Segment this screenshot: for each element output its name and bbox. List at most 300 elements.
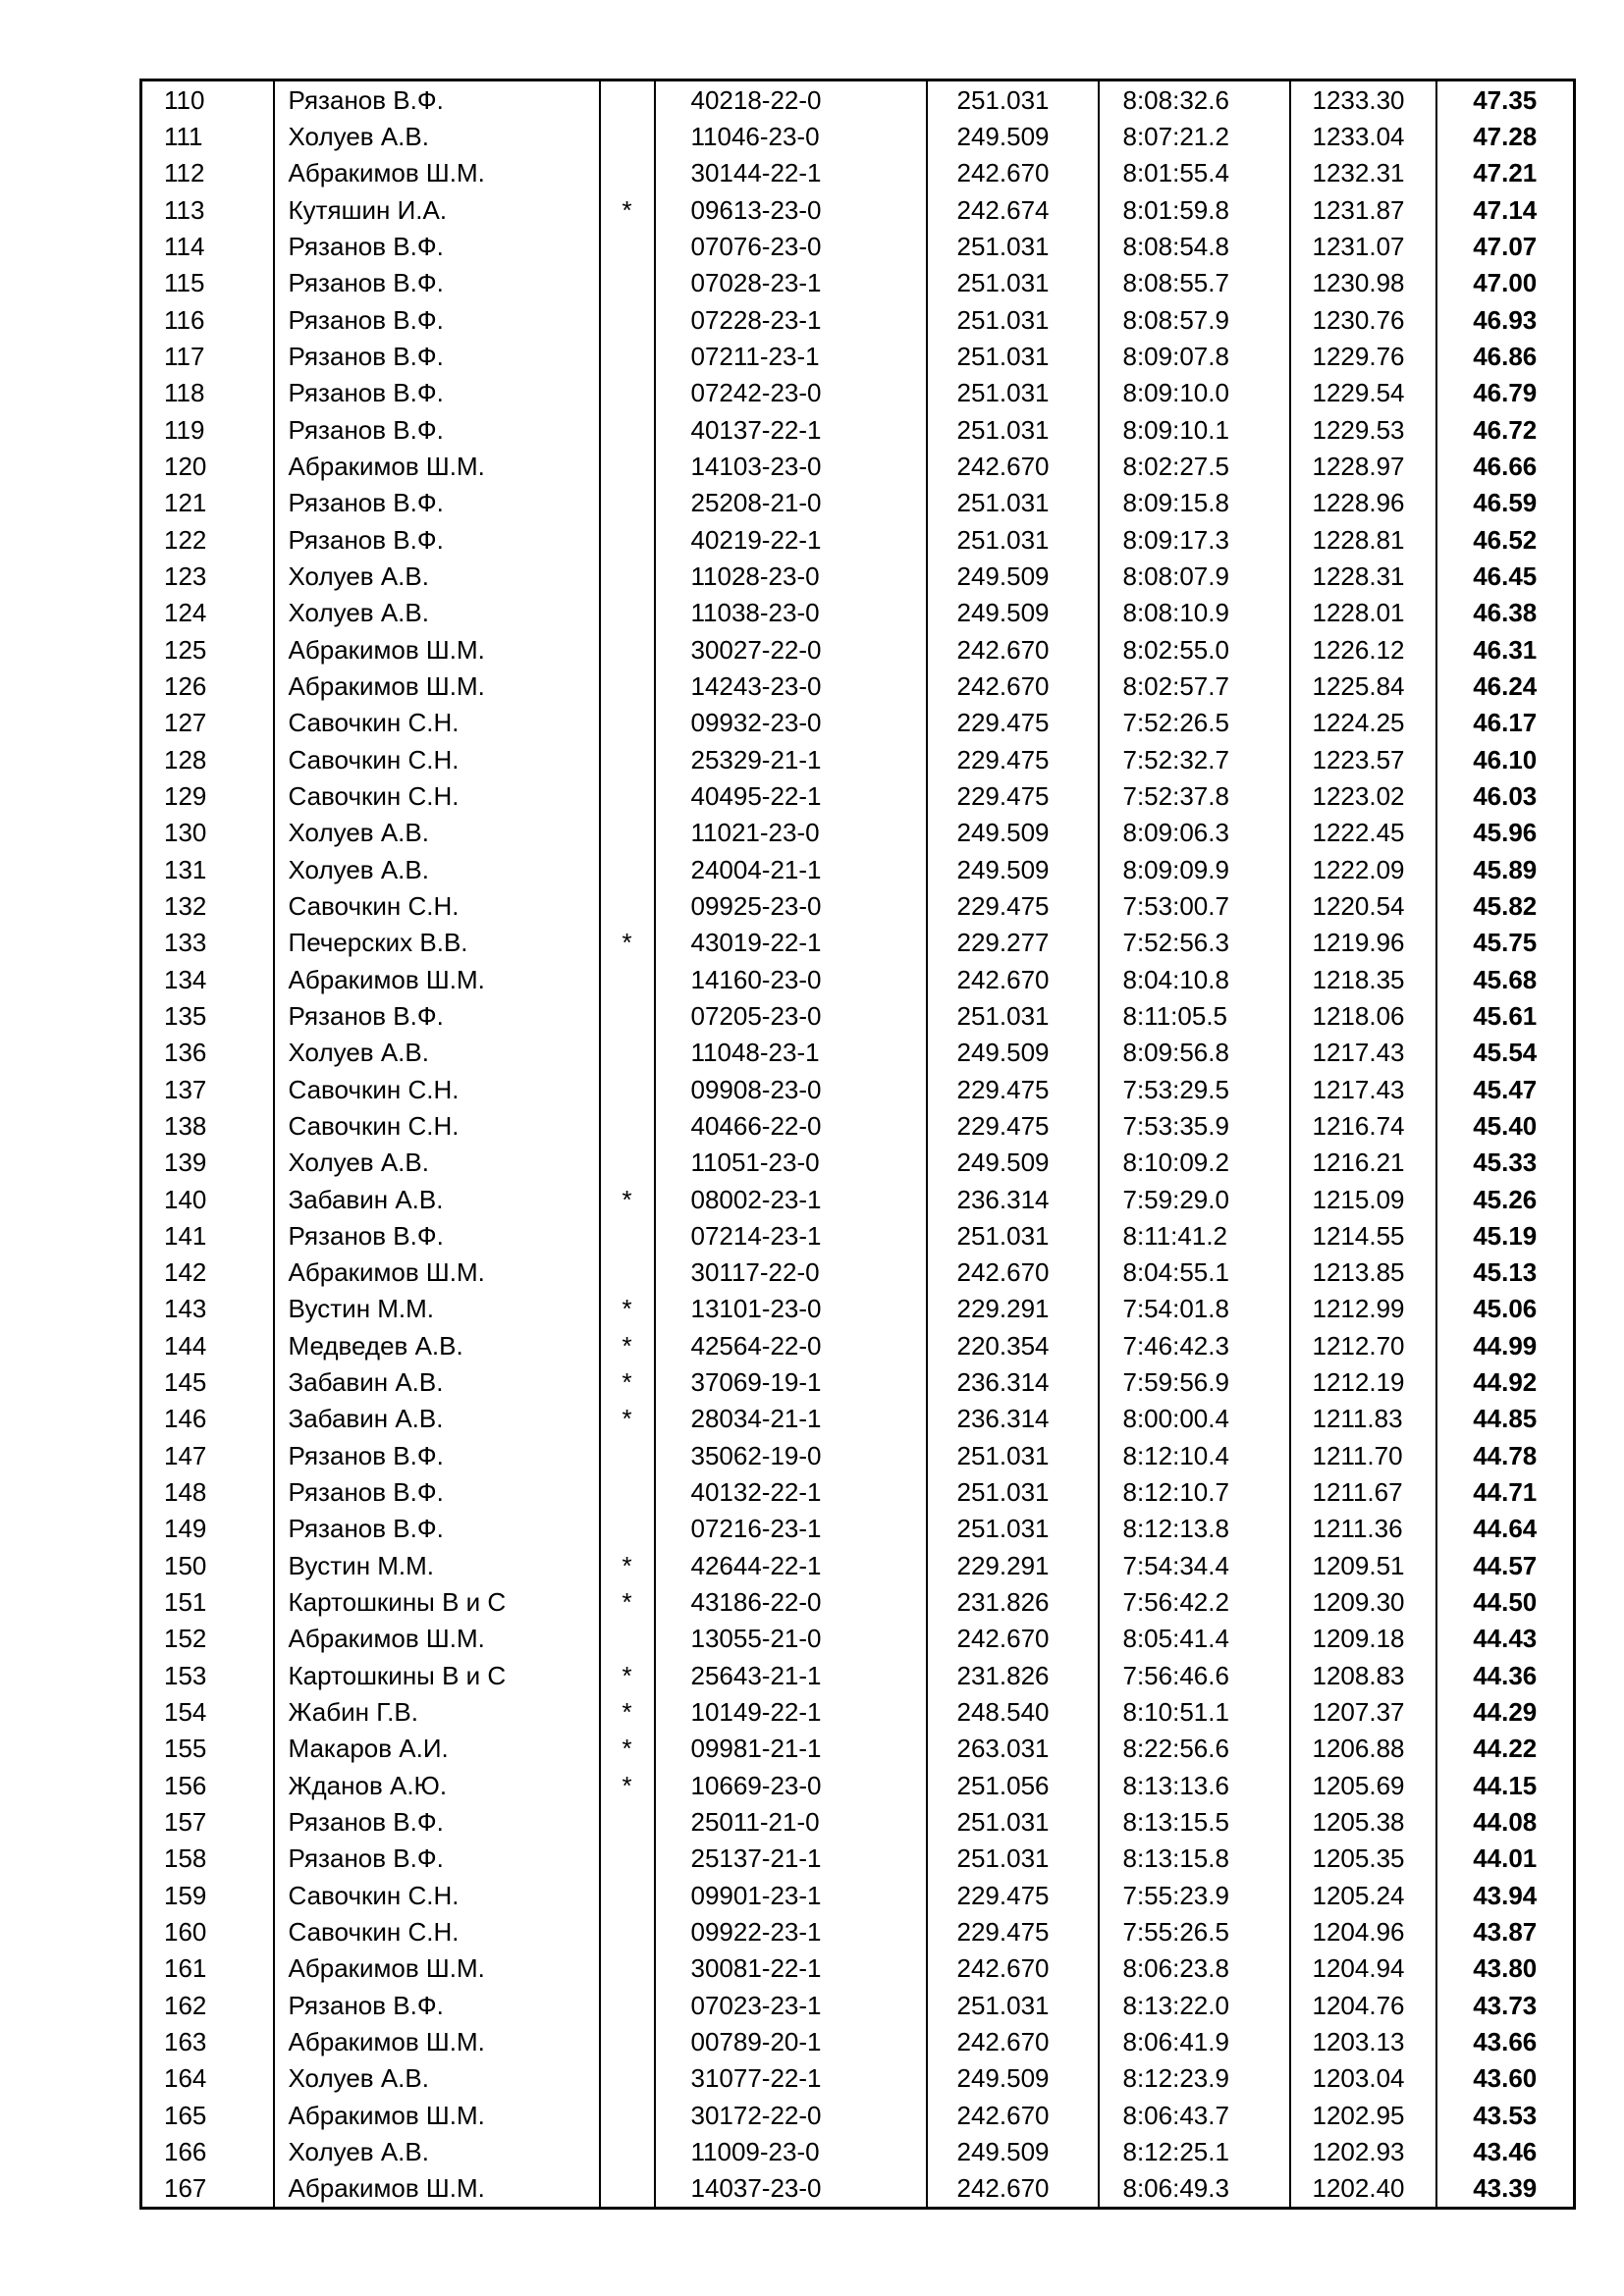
table-row xyxy=(141,961,1575,997)
place-cell: 121 xyxy=(141,485,274,521)
ring-number-cell: 14160-23-0 xyxy=(655,961,927,997)
place-cell: 141 xyxy=(141,1217,274,1254)
ring-number-cell: 31077-22-1 xyxy=(655,2060,927,2097)
distance-cell: 242.670 xyxy=(927,1255,1099,1291)
coefficient-cell: 44.22 xyxy=(1436,1731,1575,1767)
coefficient-cell: 46.79 xyxy=(1436,375,1575,411)
speed-cell: 1213.85 xyxy=(1290,1255,1436,1291)
flight-time-cell: 7:56:46.6 xyxy=(1099,1657,1290,1693)
mark-cell: * xyxy=(600,1657,655,1693)
flight-time-cell: 8:00:00.4 xyxy=(1099,1401,1290,1437)
distance-cell: 242.674 xyxy=(927,191,1099,228)
owner-cell: Абракимов Ш.М. xyxy=(274,2023,600,2059)
flight-time-cell: 8:08:07.9 xyxy=(1099,558,1290,594)
coefficient-cell: 46.59 xyxy=(1436,485,1575,521)
flight-time-cell: 7:54:01.8 xyxy=(1099,1291,1290,1327)
speed-cell: 1204.94 xyxy=(1290,1950,1436,1987)
distance-cell: 251.031 xyxy=(927,80,1099,119)
coefficient-cell: 45.89 xyxy=(1436,851,1575,887)
results-table xyxy=(139,79,1576,2210)
speed-cell: 1216.74 xyxy=(1290,1107,1436,1144)
place-cell: 113 xyxy=(141,191,274,228)
flight-time-cell: 8:06:49.3 xyxy=(1099,2170,1290,2209)
flight-time-cell: 8:08:10.9 xyxy=(1099,595,1290,631)
coefficient-cell: 45.75 xyxy=(1436,925,1575,961)
ring-number-cell: 07214-23-1 xyxy=(655,1217,927,1254)
ring-number-cell: 11028-23-0 xyxy=(655,558,927,594)
flight-time-cell: 8:04:55.1 xyxy=(1099,1255,1290,1291)
distance-cell: 249.509 xyxy=(927,595,1099,631)
owner-cell: Жданов А.Ю. xyxy=(274,1767,600,1803)
coefficient-cell: 45.13 xyxy=(1436,1255,1575,1291)
ring-number-cell: 30027-22-0 xyxy=(655,631,927,667)
ring-number-cell: 43019-22-1 xyxy=(655,925,927,961)
mark-cell xyxy=(600,2097,655,2133)
owner-cell: Рязанов В.Ф. xyxy=(274,375,600,411)
distance-cell: 229.277 xyxy=(927,925,1099,961)
coefficient-cell: 47.00 xyxy=(1436,265,1575,301)
table-row xyxy=(141,1217,1575,1254)
ring-number-cell: 40219-22-1 xyxy=(655,521,927,558)
owner-cell: Рязанов В.Ф. xyxy=(274,1511,600,1547)
coefficient-cell: 45.68 xyxy=(1436,961,1575,997)
table-row xyxy=(141,1547,1575,1583)
table-row xyxy=(141,1327,1575,1363)
distance-cell: 229.475 xyxy=(927,1107,1099,1144)
speed-cell: 1205.69 xyxy=(1290,1767,1436,1803)
ring-number-cell: 07242-23-0 xyxy=(655,375,927,411)
ring-number-cell: 14103-23-0 xyxy=(655,448,927,484)
owner-cell: Абракимов Ш.М. xyxy=(274,2170,600,2209)
flight-time-cell: 8:05:41.4 xyxy=(1099,1621,1290,1657)
owner-cell: Абракимов Ш.М. xyxy=(274,1621,600,1657)
coefficient-cell: 43.94 xyxy=(1436,1877,1575,1913)
table-row xyxy=(141,1181,1575,1217)
flight-time-cell: 7:52:26.5 xyxy=(1099,705,1290,741)
coefficient-cell: 46.10 xyxy=(1436,741,1575,777)
mark-cell xyxy=(600,1145,655,1181)
ring-number-cell: 13055-21-0 xyxy=(655,1621,927,1657)
table-row xyxy=(141,1145,1575,1181)
mark-cell: * xyxy=(600,191,655,228)
speed-cell: 1212.70 xyxy=(1290,1327,1436,1363)
mark-cell xyxy=(600,375,655,411)
table-row xyxy=(141,1071,1575,1107)
speed-cell: 1223.57 xyxy=(1290,741,1436,777)
coefficient-cell: 43.73 xyxy=(1436,1987,1575,2023)
owner-cell: Абракимов Ш.М. xyxy=(274,448,600,484)
table-row xyxy=(141,1877,1575,1913)
owner-cell: Рязанов В.Ф. xyxy=(274,301,600,338)
coefficient-cell: 43.80 xyxy=(1436,1950,1575,1987)
place-cell: 152 xyxy=(141,1621,274,1657)
flight-time-cell: 8:08:57.9 xyxy=(1099,301,1290,338)
place-cell: 161 xyxy=(141,1950,274,1987)
mark-cell xyxy=(600,595,655,631)
flight-time-cell: 8:09:10.0 xyxy=(1099,375,1290,411)
table-row xyxy=(141,1291,1575,1327)
owner-cell: Холуев А.В. xyxy=(274,1035,600,1071)
distance-cell: 251.031 xyxy=(927,265,1099,301)
speed-cell: 1214.55 xyxy=(1290,1217,1436,1254)
mark-cell xyxy=(600,1511,655,1547)
ring-number-cell: 11051-23-0 xyxy=(655,1145,927,1181)
ring-number-cell: 43186-22-0 xyxy=(655,1583,927,1620)
coefficient-cell: 44.78 xyxy=(1436,1437,1575,1473)
table-row xyxy=(141,705,1575,741)
speed-cell: 1231.87 xyxy=(1290,191,1436,228)
distance-cell: 251.031 xyxy=(927,1987,1099,2023)
mark-cell xyxy=(600,667,655,704)
table-row xyxy=(141,1987,1575,2023)
coefficient-cell: 43.53 xyxy=(1436,2097,1575,2133)
mark-cell xyxy=(600,1803,655,1840)
place-cell: 131 xyxy=(141,851,274,887)
speed-cell: 1228.96 xyxy=(1290,485,1436,521)
coefficient-cell: 46.52 xyxy=(1436,521,1575,558)
mark-cell xyxy=(600,997,655,1034)
speed-cell: 1202.40 xyxy=(1290,2170,1436,2209)
mark-cell: * xyxy=(600,1363,655,1400)
speed-cell: 1219.96 xyxy=(1290,925,1436,961)
distance-cell: 229.475 xyxy=(927,887,1099,924)
speed-cell: 1233.30 xyxy=(1290,80,1436,119)
owner-cell: Савочкин С.Н. xyxy=(274,1913,600,1949)
owner-cell: Рязанов В.Ф. xyxy=(274,1437,600,1473)
owner-cell: Рязанов В.Ф. xyxy=(274,338,600,374)
ring-number-cell: 07216-23-1 xyxy=(655,1511,927,1547)
flight-time-cell: 7:53:35.9 xyxy=(1099,1107,1290,1144)
flight-time-cell: 7:59:29.0 xyxy=(1099,1181,1290,1217)
flight-time-cell: 7:54:34.4 xyxy=(1099,1547,1290,1583)
flight-time-cell: 8:02:27.5 xyxy=(1099,448,1290,484)
ring-number-cell: 07023-23-1 xyxy=(655,1987,927,2023)
mark-cell xyxy=(600,1217,655,1254)
table-row xyxy=(141,667,1575,704)
coefficient-cell: 47.14 xyxy=(1436,191,1575,228)
ring-number-cell: 42644-22-1 xyxy=(655,1547,927,1583)
table-row xyxy=(141,448,1575,484)
place-cell: 117 xyxy=(141,338,274,374)
place-cell: 162 xyxy=(141,1987,274,2023)
results-table-body xyxy=(141,80,1575,2209)
table-row xyxy=(141,2170,1575,2209)
owner-cell: Абракимов Ш.М. xyxy=(274,631,600,667)
mark-cell xyxy=(600,265,655,301)
owner-cell: Рязанов В.Ф. xyxy=(274,228,600,264)
table-row xyxy=(141,1767,1575,1803)
owner-cell: Савочкин С.Н. xyxy=(274,777,600,814)
distance-cell: 251.031 xyxy=(927,1803,1099,1840)
owner-cell: Холуев А.В. xyxy=(274,2133,600,2169)
mark-cell xyxy=(600,1621,655,1657)
coefficient-cell: 44.15 xyxy=(1436,1767,1575,1803)
owner-cell: Абракимов Ш.М. xyxy=(274,1255,600,1291)
ring-number-cell: 40137-22-1 xyxy=(655,411,927,448)
mark-cell xyxy=(600,1877,655,1913)
speed-cell: 1204.76 xyxy=(1290,1987,1436,2023)
place-cell: 140 xyxy=(141,1181,274,1217)
mark-cell xyxy=(600,1913,655,1949)
place-cell: 163 xyxy=(141,2023,274,2059)
distance-cell: 251.056 xyxy=(927,1767,1099,1803)
distance-cell: 251.031 xyxy=(927,301,1099,338)
mark-cell xyxy=(600,1437,655,1473)
place-cell: 115 xyxy=(141,265,274,301)
owner-cell: Рязанов В.Ф. xyxy=(274,997,600,1034)
owner-cell: Вустин М.М. xyxy=(274,1547,600,1583)
table-row xyxy=(141,118,1575,154)
owner-cell: Холуев А.В. xyxy=(274,118,600,154)
speed-cell: 1205.38 xyxy=(1290,1803,1436,1840)
flight-time-cell: 8:12:10.7 xyxy=(1099,1473,1290,1510)
flight-time-cell: 8:09:17.3 xyxy=(1099,521,1290,558)
distance-cell: 242.670 xyxy=(927,2170,1099,2209)
mark-cell xyxy=(600,80,655,119)
distance-cell: 242.670 xyxy=(927,2097,1099,2133)
owner-cell: Савочкин С.Н. xyxy=(274,741,600,777)
mark-cell xyxy=(600,1255,655,1291)
coefficient-cell: 45.19 xyxy=(1436,1217,1575,1254)
speed-cell: 1218.35 xyxy=(1290,961,1436,997)
table-row xyxy=(141,155,1575,191)
place-cell: 125 xyxy=(141,631,274,667)
place-cell: 146 xyxy=(141,1401,274,1437)
ring-number-cell: 09922-23-1 xyxy=(655,1913,927,1949)
mark-cell xyxy=(600,2060,655,2097)
mark-cell xyxy=(600,1841,655,1877)
speed-cell: 1202.93 xyxy=(1290,2133,1436,2169)
owner-cell: Холуев А.В. xyxy=(274,2060,600,2097)
ring-number-cell: 14037-23-0 xyxy=(655,2170,927,2209)
place-cell: 157 xyxy=(141,1803,274,1840)
ring-number-cell: 00789-20-1 xyxy=(655,2023,927,2059)
table-row xyxy=(141,815,1575,851)
table-row xyxy=(141,191,1575,228)
distance-cell: 251.031 xyxy=(927,1437,1099,1473)
ring-number-cell: 09932-23-0 xyxy=(655,705,927,741)
place-cell: 147 xyxy=(141,1437,274,1473)
owner-cell: Савочкин С.Н. xyxy=(274,887,600,924)
owner-cell: Забавин А.В. xyxy=(274,1181,600,1217)
table-row xyxy=(141,1803,1575,1840)
mark-cell: * xyxy=(600,1181,655,1217)
place-cell: 139 xyxy=(141,1145,274,1181)
coefficient-cell: 44.57 xyxy=(1436,1547,1575,1583)
speed-cell: 1228.81 xyxy=(1290,521,1436,558)
place-cell: 150 xyxy=(141,1547,274,1583)
speed-cell: 1231.07 xyxy=(1290,228,1436,264)
coefficient-cell: 44.01 xyxy=(1436,1841,1575,1877)
ring-number-cell: 35062-19-0 xyxy=(655,1437,927,1473)
coefficient-cell: 43.60 xyxy=(1436,2060,1575,2097)
ring-number-cell: 09613-23-0 xyxy=(655,191,927,228)
table-row xyxy=(141,2097,1575,2133)
flight-time-cell: 8:09:07.8 xyxy=(1099,338,1290,374)
coefficient-cell: 47.28 xyxy=(1436,118,1575,154)
ring-number-cell: 40466-22-0 xyxy=(655,1107,927,1144)
distance-cell: 231.826 xyxy=(927,1583,1099,1620)
flight-time-cell: 7:52:56.3 xyxy=(1099,925,1290,961)
speed-cell: 1217.43 xyxy=(1290,1071,1436,1107)
speed-cell: 1204.96 xyxy=(1290,1913,1436,1949)
flight-time-cell: 8:09:09.9 xyxy=(1099,851,1290,887)
coefficient-cell: 44.85 xyxy=(1436,1401,1575,1437)
place-cell: 124 xyxy=(141,595,274,631)
owner-cell: Картошкины В и С xyxy=(274,1583,600,1620)
speed-cell: 1228.31 xyxy=(1290,558,1436,594)
table-row xyxy=(141,925,1575,961)
mark-cell xyxy=(600,1071,655,1107)
distance-cell: 251.031 xyxy=(927,375,1099,411)
table-row xyxy=(141,1035,1575,1071)
place-cell: 148 xyxy=(141,1473,274,1510)
coefficient-cell: 47.21 xyxy=(1436,155,1575,191)
flight-time-cell: 8:13:13.6 xyxy=(1099,1767,1290,1803)
flight-time-cell: 8:01:59.8 xyxy=(1099,191,1290,228)
place-cell: 133 xyxy=(141,925,274,961)
speed-cell: 1216.21 xyxy=(1290,1145,1436,1181)
place-cell: 119 xyxy=(141,411,274,448)
owner-cell: Савочкин С.Н. xyxy=(274,705,600,741)
flight-time-cell: 8:09:06.3 xyxy=(1099,815,1290,851)
ring-number-cell: 25208-21-0 xyxy=(655,485,927,521)
distance-cell: 231.826 xyxy=(927,1657,1099,1693)
mark-cell: * xyxy=(600,1401,655,1437)
distance-cell: 229.475 xyxy=(927,741,1099,777)
place-cell: 137 xyxy=(141,1071,274,1107)
speed-cell: 1207.37 xyxy=(1290,1693,1436,1730)
table-row xyxy=(141,80,1575,119)
table-row xyxy=(141,777,1575,814)
coefficient-cell: 44.92 xyxy=(1436,1363,1575,1400)
table-row xyxy=(141,301,1575,338)
place-cell: 164 xyxy=(141,2060,274,2097)
mark-cell xyxy=(600,155,655,191)
owner-cell: Рязанов В.Ф. xyxy=(274,265,600,301)
coefficient-cell: 45.96 xyxy=(1436,815,1575,851)
speed-cell: 1209.51 xyxy=(1290,1547,1436,1583)
speed-cell: 1226.12 xyxy=(1290,631,1436,667)
distance-cell: 249.509 xyxy=(927,1035,1099,1071)
mark-cell xyxy=(600,961,655,997)
owner-cell: Печерских В.В. xyxy=(274,925,600,961)
place-cell: 118 xyxy=(141,375,274,411)
distance-cell: 229.475 xyxy=(927,1913,1099,1949)
place-cell: 134 xyxy=(141,961,274,997)
speed-cell: 1228.01 xyxy=(1290,595,1436,631)
flight-time-cell: 7:46:42.3 xyxy=(1099,1327,1290,1363)
place-cell: 130 xyxy=(141,815,274,851)
coefficient-cell: 47.07 xyxy=(1436,228,1575,264)
mark-cell: * xyxy=(600,1583,655,1620)
place-cell: 123 xyxy=(141,558,274,594)
flight-time-cell: 8:11:05.5 xyxy=(1099,997,1290,1034)
flight-time-cell: 8:10:51.1 xyxy=(1099,1693,1290,1730)
speed-cell: 1229.54 xyxy=(1290,375,1436,411)
coefficient-cell: 46.66 xyxy=(1436,448,1575,484)
table-row xyxy=(141,1511,1575,1547)
ring-number-cell: 30144-22-1 xyxy=(655,155,927,191)
table-row xyxy=(141,1621,1575,1657)
distance-cell: 251.031 xyxy=(927,1473,1099,1510)
place-cell: 167 xyxy=(141,2170,274,2209)
place-cell: 132 xyxy=(141,887,274,924)
coefficient-cell: 43.66 xyxy=(1436,2023,1575,2059)
speed-cell: 1228.97 xyxy=(1290,448,1436,484)
flight-time-cell: 8:11:41.2 xyxy=(1099,1217,1290,1254)
flight-time-cell: 7:53:29.5 xyxy=(1099,1071,1290,1107)
distance-cell: 242.670 xyxy=(927,961,1099,997)
place-cell: 143 xyxy=(141,1291,274,1327)
table-row xyxy=(141,411,1575,448)
owner-cell: Жабин Г.В. xyxy=(274,1693,600,1730)
owner-cell: Рязанов В.Ф. xyxy=(274,1803,600,1840)
distance-cell: 251.031 xyxy=(927,1511,1099,1547)
flight-time-cell: 8:04:10.8 xyxy=(1099,961,1290,997)
coefficient-cell: 46.17 xyxy=(1436,705,1575,741)
speed-cell: 1217.43 xyxy=(1290,1035,1436,1071)
flight-time-cell: 8:08:54.8 xyxy=(1099,228,1290,264)
place-cell: 128 xyxy=(141,741,274,777)
place-cell: 142 xyxy=(141,1255,274,1291)
owner-cell: Макаров А.И. xyxy=(274,1731,600,1767)
ring-number-cell: 07076-23-0 xyxy=(655,228,927,264)
flight-time-cell: 8:06:43.7 xyxy=(1099,2097,1290,2133)
place-cell: 155 xyxy=(141,1731,274,1767)
owner-cell: Кутяшин И.А. xyxy=(274,191,600,228)
ring-number-cell: 13101-23-0 xyxy=(655,1291,927,1327)
ring-number-cell: 40132-22-1 xyxy=(655,1473,927,1510)
speed-cell: 1225.84 xyxy=(1290,667,1436,704)
speed-cell: 1229.76 xyxy=(1290,338,1436,374)
distance-cell: 248.540 xyxy=(927,1693,1099,1730)
distance-cell: 229.475 xyxy=(927,1877,1099,1913)
flight-time-cell: 7:55:26.5 xyxy=(1099,1913,1290,1949)
speed-cell: 1206.88 xyxy=(1290,1731,1436,1767)
ring-number-cell: 07205-23-0 xyxy=(655,997,927,1034)
table-row xyxy=(141,631,1575,667)
speed-cell: 1208.83 xyxy=(1290,1657,1436,1693)
table-row xyxy=(141,851,1575,887)
speed-cell: 1215.09 xyxy=(1290,1181,1436,1217)
ring-number-cell: 11046-23-0 xyxy=(655,118,927,154)
mark-cell xyxy=(600,777,655,814)
owner-cell: Холуев А.В. xyxy=(274,851,600,887)
flight-time-cell: 8:07:21.2 xyxy=(1099,118,1290,154)
table-row xyxy=(141,485,1575,521)
ring-number-cell: 37069-19-1 xyxy=(655,1363,927,1400)
table-row xyxy=(141,997,1575,1034)
table-row xyxy=(141,1657,1575,1693)
flight-time-cell: 7:53:00.7 xyxy=(1099,887,1290,924)
place-cell: 116 xyxy=(141,301,274,338)
table-row xyxy=(141,1841,1575,1877)
table-row xyxy=(141,2023,1575,2059)
place-cell: 138 xyxy=(141,1107,274,1144)
flight-time-cell: 8:06:41.9 xyxy=(1099,2023,1290,2059)
table-row xyxy=(141,1107,1575,1144)
table-row xyxy=(141,1913,1575,1949)
owner-cell: Рязанов В.Ф. xyxy=(274,485,600,521)
mark-cell xyxy=(600,2170,655,2209)
flight-time-cell: 8:01:55.4 xyxy=(1099,155,1290,191)
distance-cell: 220.354 xyxy=(927,1327,1099,1363)
distance-cell: 251.031 xyxy=(927,338,1099,374)
mark-cell xyxy=(600,118,655,154)
ring-number-cell: 25329-21-1 xyxy=(655,741,927,777)
speed-cell: 1211.83 xyxy=(1290,1401,1436,1437)
